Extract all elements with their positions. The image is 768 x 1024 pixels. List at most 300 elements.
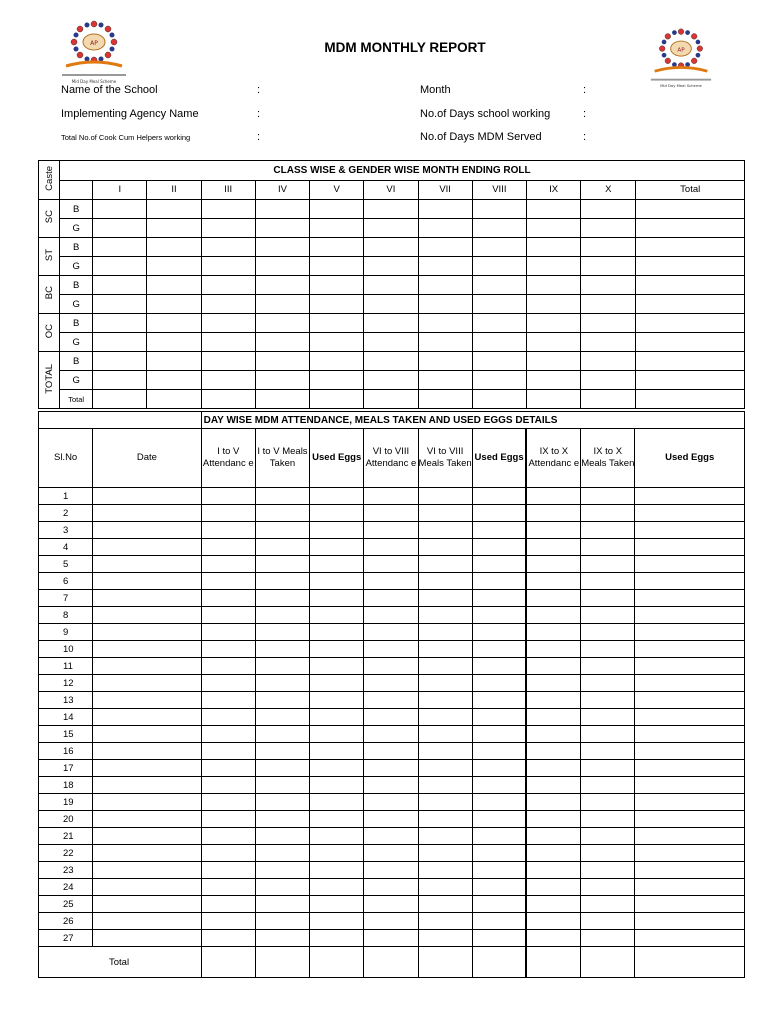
daily-cell xyxy=(310,658,364,675)
roll-cell xyxy=(255,219,309,238)
sl-no-cell: 27 xyxy=(39,930,93,947)
roll-cell xyxy=(418,276,472,295)
daily-cell xyxy=(635,709,745,726)
daily-cell xyxy=(93,658,201,675)
daily-cell xyxy=(364,641,418,658)
daily-cell xyxy=(255,913,309,930)
daily-cell xyxy=(364,794,418,811)
daily-cell xyxy=(255,726,309,743)
sl-no-cell: 2 xyxy=(39,505,93,522)
roll-cell xyxy=(201,371,255,390)
daily-header-row xyxy=(39,429,745,488)
daily-cell xyxy=(418,862,472,879)
daily-cell xyxy=(93,726,201,743)
caste-group-label: BC xyxy=(43,286,55,300)
daily-cell xyxy=(255,488,309,505)
daily-cell xyxy=(472,862,526,879)
daily-cell xyxy=(418,658,472,675)
daily-cell xyxy=(310,726,364,743)
roll-cell xyxy=(526,200,580,219)
daily-cell xyxy=(581,811,635,828)
roll-section-title: CLASS WISE & GENDER WISE MONTH ENDING ROLL xyxy=(60,161,745,181)
daily-cell xyxy=(364,658,418,675)
daily-cell xyxy=(472,828,526,845)
roll-row xyxy=(39,333,745,352)
roll-cell xyxy=(472,371,526,390)
days-served-colon: : xyxy=(583,131,587,143)
roll-cell xyxy=(310,333,364,352)
daily-cell xyxy=(418,590,472,607)
roll-cell xyxy=(364,333,418,352)
roll-cell xyxy=(526,314,580,333)
roll-cell xyxy=(418,200,472,219)
daily-cell xyxy=(201,743,255,760)
daily-cell xyxy=(418,522,472,539)
roll-cell xyxy=(93,200,147,219)
daily-cell xyxy=(472,658,526,675)
daily-cell xyxy=(364,879,418,896)
daily-cell xyxy=(93,488,201,505)
daily-cell xyxy=(93,675,201,692)
roll-cell xyxy=(364,295,418,314)
daily-cell xyxy=(472,641,526,658)
daily-column-header: I to V Meals Taken xyxy=(255,429,309,488)
daily-column-header: IX to X Meals Taken xyxy=(581,429,635,488)
daily-row xyxy=(39,709,745,726)
roll-cell xyxy=(201,295,255,314)
daily-cell xyxy=(472,556,526,573)
roll-cell xyxy=(201,314,255,333)
daily-row xyxy=(39,624,745,641)
roll-cell xyxy=(93,371,147,390)
daily-cell xyxy=(526,845,580,862)
roll-cell xyxy=(581,276,636,295)
roll-cell xyxy=(201,276,255,295)
daily-row xyxy=(39,930,745,947)
roll-cell xyxy=(255,333,309,352)
daily-cell xyxy=(310,794,364,811)
daily-cell xyxy=(526,930,580,947)
roll-cell xyxy=(418,333,472,352)
daily-cell xyxy=(581,505,635,522)
roll-cell xyxy=(526,219,580,238)
roll-cell xyxy=(472,314,526,333)
daily-cell xyxy=(201,641,255,658)
daily-cell xyxy=(635,624,745,641)
daily-cell xyxy=(201,913,255,930)
roll-cell xyxy=(581,219,636,238)
daily-cell xyxy=(364,488,418,505)
sl-no-cell: 21 xyxy=(39,828,93,845)
sl-no-cell: 16 xyxy=(39,743,93,760)
days-working-label: No.of Days school working xyxy=(420,108,551,120)
roll-cell xyxy=(364,257,418,276)
daily-cell xyxy=(201,692,255,709)
daily-cell xyxy=(472,845,526,862)
daily-cell xyxy=(310,692,364,709)
roll-cell xyxy=(93,295,147,314)
daily-cell xyxy=(581,522,635,539)
roll-row xyxy=(39,200,745,219)
daily-cell xyxy=(418,726,472,743)
daily-cell xyxy=(581,896,635,913)
total-label: Total xyxy=(60,390,93,409)
daily-cell xyxy=(526,879,580,896)
daily-cell xyxy=(310,573,364,590)
roll-cell xyxy=(581,333,636,352)
sl-no-cell: 24 xyxy=(39,879,93,896)
roll-cell xyxy=(418,257,472,276)
daily-cell xyxy=(472,811,526,828)
roll-cell xyxy=(418,219,472,238)
daily-cell xyxy=(526,862,580,879)
gender-label: B xyxy=(60,276,93,295)
daily-cell xyxy=(364,505,418,522)
daily-cell xyxy=(526,539,580,556)
daily-cell xyxy=(418,641,472,658)
daily-cell xyxy=(310,777,364,794)
daily-cell xyxy=(526,675,580,692)
daily-cell xyxy=(93,760,201,777)
roll-cell xyxy=(472,238,526,257)
roll-cell xyxy=(472,352,526,371)
caste-group-label: SC xyxy=(43,210,55,224)
daily-cell xyxy=(526,709,580,726)
sl-no-cell: 25 xyxy=(39,896,93,913)
roll-cell xyxy=(147,333,201,352)
gender-label: G xyxy=(60,333,93,352)
daily-cell xyxy=(364,726,418,743)
daily-cell xyxy=(364,607,418,624)
caste-group-cell xyxy=(39,314,60,352)
roll-cell xyxy=(201,333,255,352)
roll-cell xyxy=(255,276,309,295)
month-colon: : xyxy=(583,84,587,96)
daily-cell xyxy=(526,794,580,811)
daily-cell xyxy=(635,556,745,573)
sl-no-cell: 1 xyxy=(39,488,93,505)
roll-cell xyxy=(147,314,201,333)
daily-cell xyxy=(581,862,635,879)
daily-cell xyxy=(418,709,472,726)
daily-cell xyxy=(635,590,745,607)
daily-cell xyxy=(93,692,201,709)
daily-cell xyxy=(255,675,309,692)
daily-cell xyxy=(364,675,418,692)
gender-label: B xyxy=(60,200,93,219)
daily-cell xyxy=(310,930,364,947)
roll-cell xyxy=(364,371,418,390)
daily-total-cell xyxy=(526,947,580,978)
daily-cell xyxy=(635,811,745,828)
daily-cell xyxy=(418,913,472,930)
daily-cell xyxy=(255,879,309,896)
daily-cell xyxy=(472,505,526,522)
daily-cell xyxy=(93,879,201,896)
daily-cell xyxy=(255,743,309,760)
daily-cell xyxy=(418,692,472,709)
daily-cell xyxy=(364,590,418,607)
sl-no-cell: 5 xyxy=(39,556,93,573)
daily-cell xyxy=(526,760,580,777)
daily-cell xyxy=(255,505,309,522)
roll-cell xyxy=(364,276,418,295)
daily-cell xyxy=(581,879,635,896)
daily-cell xyxy=(364,811,418,828)
daily-cell xyxy=(635,930,745,947)
daily-cell xyxy=(201,828,255,845)
roll-cell xyxy=(255,352,309,371)
daily-column-header: Used Eggs xyxy=(310,429,364,488)
daily-total-cell xyxy=(581,947,635,978)
roll-cell xyxy=(147,219,201,238)
svg-text:Mid Day Meal Scheme: Mid Day Meal Scheme xyxy=(660,84,702,89)
roll-cell xyxy=(255,390,309,409)
roll-cell xyxy=(581,371,636,390)
caste-header xyxy=(39,161,60,200)
sl-no-cell: 26 xyxy=(39,913,93,930)
daily-cell xyxy=(581,828,635,845)
daily-cell xyxy=(635,641,745,658)
daily-cell xyxy=(635,845,745,862)
daily-cell xyxy=(635,794,745,811)
roll-cell xyxy=(636,200,745,219)
implementing-agency-colon: : xyxy=(257,108,261,120)
implementing-agency-label: Implementing Agency Name xyxy=(61,108,199,120)
daily-cell xyxy=(418,539,472,556)
roll-row xyxy=(39,371,745,390)
daily-cell xyxy=(418,896,472,913)
roll-cell xyxy=(418,371,472,390)
sl-no-cell: 17 xyxy=(39,760,93,777)
gender-label: G xyxy=(60,295,93,314)
daily-cell xyxy=(201,573,255,590)
daily-cell xyxy=(635,505,745,522)
daily-cell xyxy=(581,675,635,692)
sl-no-cell: 15 xyxy=(39,726,93,743)
daily-cell xyxy=(635,862,745,879)
roll-cell xyxy=(636,314,745,333)
daily-cell xyxy=(310,879,364,896)
daily-cell xyxy=(581,607,635,624)
daily-cell xyxy=(364,709,418,726)
gender-label: B xyxy=(60,238,93,257)
roll-cell xyxy=(636,276,745,295)
daily-cell xyxy=(472,488,526,505)
daily-section-title: DAY WISE MDM ATTENDANCE, MEALS TAKEN AND USED EGGS DETAILS xyxy=(201,412,744,429)
daily-cell xyxy=(310,624,364,641)
daily-cell xyxy=(526,726,580,743)
roll-cell xyxy=(526,371,580,390)
roll-cell xyxy=(364,238,418,257)
daily-cell xyxy=(201,505,255,522)
daily-row xyxy=(39,607,745,624)
roll-cell xyxy=(581,390,636,409)
class-header: Total xyxy=(636,180,745,200)
daily-cell xyxy=(418,777,472,794)
daily-cell xyxy=(526,828,580,845)
daily-cell xyxy=(472,913,526,930)
daily-cell xyxy=(255,845,309,862)
daily-cell xyxy=(93,590,201,607)
roll-cell xyxy=(147,200,201,219)
daily-cell xyxy=(364,862,418,879)
roll-class-header-row xyxy=(39,180,745,200)
daily-row xyxy=(39,760,745,777)
sl-no-header: Sl.No xyxy=(39,429,93,488)
roll-row xyxy=(39,276,745,295)
daily-cell xyxy=(472,692,526,709)
daily-cell xyxy=(201,794,255,811)
daily-cell xyxy=(364,573,418,590)
daily-cell xyxy=(472,760,526,777)
daily-cell xyxy=(364,845,418,862)
daily-total-cell xyxy=(635,947,745,978)
daily-cell xyxy=(418,488,472,505)
daily-cell xyxy=(418,760,472,777)
daily-row xyxy=(39,743,745,760)
daily-cell xyxy=(635,522,745,539)
daily-cell xyxy=(418,743,472,760)
roll-cell xyxy=(93,390,147,409)
roll-cell xyxy=(93,276,147,295)
daily-cell xyxy=(93,641,201,658)
daily-cell xyxy=(310,828,364,845)
daily-cell xyxy=(93,930,201,947)
mdm-logo-right xyxy=(644,26,718,90)
daily-cell xyxy=(581,573,635,590)
caste-group-cell xyxy=(39,352,60,409)
daily-cell xyxy=(93,539,201,556)
daily-cell xyxy=(255,777,309,794)
daily-cell xyxy=(255,658,309,675)
roll-row xyxy=(39,352,745,371)
roll-cell xyxy=(310,257,364,276)
daily-cell xyxy=(581,930,635,947)
daily-cell xyxy=(581,726,635,743)
daily-cell xyxy=(255,556,309,573)
daily-cell xyxy=(635,777,745,794)
daily-cell xyxy=(255,794,309,811)
daily-cell xyxy=(526,692,580,709)
daily-cell xyxy=(255,760,309,777)
daily-cell xyxy=(201,607,255,624)
daily-cell xyxy=(418,624,472,641)
gender-label: B xyxy=(60,352,93,371)
daily-cell xyxy=(418,811,472,828)
daily-row xyxy=(39,845,745,862)
daily-cell xyxy=(526,488,580,505)
daily-cell xyxy=(472,522,526,539)
daily-row xyxy=(39,811,745,828)
daily-cell xyxy=(201,726,255,743)
daily-cell xyxy=(93,709,201,726)
daily-cell xyxy=(635,488,745,505)
daily-cell xyxy=(526,896,580,913)
daily-total-cell xyxy=(255,947,309,978)
roll-cell xyxy=(526,238,580,257)
roll-cell xyxy=(310,276,364,295)
daily-row xyxy=(39,828,745,845)
daily-cell xyxy=(201,624,255,641)
sl-no-cell: 11 xyxy=(39,658,93,675)
daily-cell xyxy=(93,743,201,760)
daily-cell xyxy=(526,573,580,590)
daily-row xyxy=(39,862,745,879)
daily-cell xyxy=(581,624,635,641)
daily-cell xyxy=(93,522,201,539)
daily-cell xyxy=(472,624,526,641)
roll-cell xyxy=(201,257,255,276)
class-header: X xyxy=(581,180,636,200)
roll-cell xyxy=(201,200,255,219)
roll-cell xyxy=(526,352,580,371)
daily-total-cell xyxy=(418,947,472,978)
sl-no-cell: 19 xyxy=(39,794,93,811)
daily-cell xyxy=(364,913,418,930)
roll-cell xyxy=(364,219,418,238)
daily-cell xyxy=(255,573,309,590)
daily-cell xyxy=(418,794,472,811)
roll-cell xyxy=(581,200,636,219)
daily-cell xyxy=(310,505,364,522)
sl-no-cell: 14 xyxy=(39,709,93,726)
daily-cell xyxy=(364,556,418,573)
daily-cell xyxy=(310,675,364,692)
roll-cell xyxy=(93,257,147,276)
daily-cell xyxy=(201,709,255,726)
sl-no-cell: 9 xyxy=(39,624,93,641)
daily-total-cell xyxy=(201,947,255,978)
daily-cell xyxy=(526,590,580,607)
daily-cell xyxy=(93,794,201,811)
daily-total-cell xyxy=(310,947,364,978)
roll-cell xyxy=(147,295,201,314)
daily-cell xyxy=(581,777,635,794)
roll-cell xyxy=(255,314,309,333)
roll-cell xyxy=(255,295,309,314)
roll-cell xyxy=(310,238,364,257)
daily-cell xyxy=(255,896,309,913)
date-header: Date xyxy=(93,429,201,488)
class-header: IV xyxy=(255,180,309,200)
daily-cell xyxy=(418,828,472,845)
class-header: V xyxy=(310,180,364,200)
roll-cell xyxy=(581,314,636,333)
daily-row xyxy=(39,692,745,709)
roll-cell xyxy=(636,238,745,257)
daily-row xyxy=(39,913,745,930)
daily-cell xyxy=(201,522,255,539)
daily-cell xyxy=(364,692,418,709)
roll-cell xyxy=(201,352,255,371)
svg-text:AP: AP xyxy=(677,47,685,54)
roll-cell xyxy=(472,200,526,219)
daily-cell xyxy=(93,811,201,828)
daily-cell xyxy=(581,709,635,726)
roll-cell xyxy=(472,295,526,314)
daily-cell xyxy=(526,505,580,522)
roll-cell xyxy=(472,257,526,276)
daily-cell xyxy=(472,539,526,556)
roll-cell xyxy=(636,352,745,371)
caste-group-cell xyxy=(39,238,60,276)
daily-cell xyxy=(201,675,255,692)
caste-group-label: TOTAL xyxy=(43,363,55,394)
roll-cell xyxy=(636,219,745,238)
gender-label: G xyxy=(60,257,93,276)
roll-cell xyxy=(636,333,745,352)
